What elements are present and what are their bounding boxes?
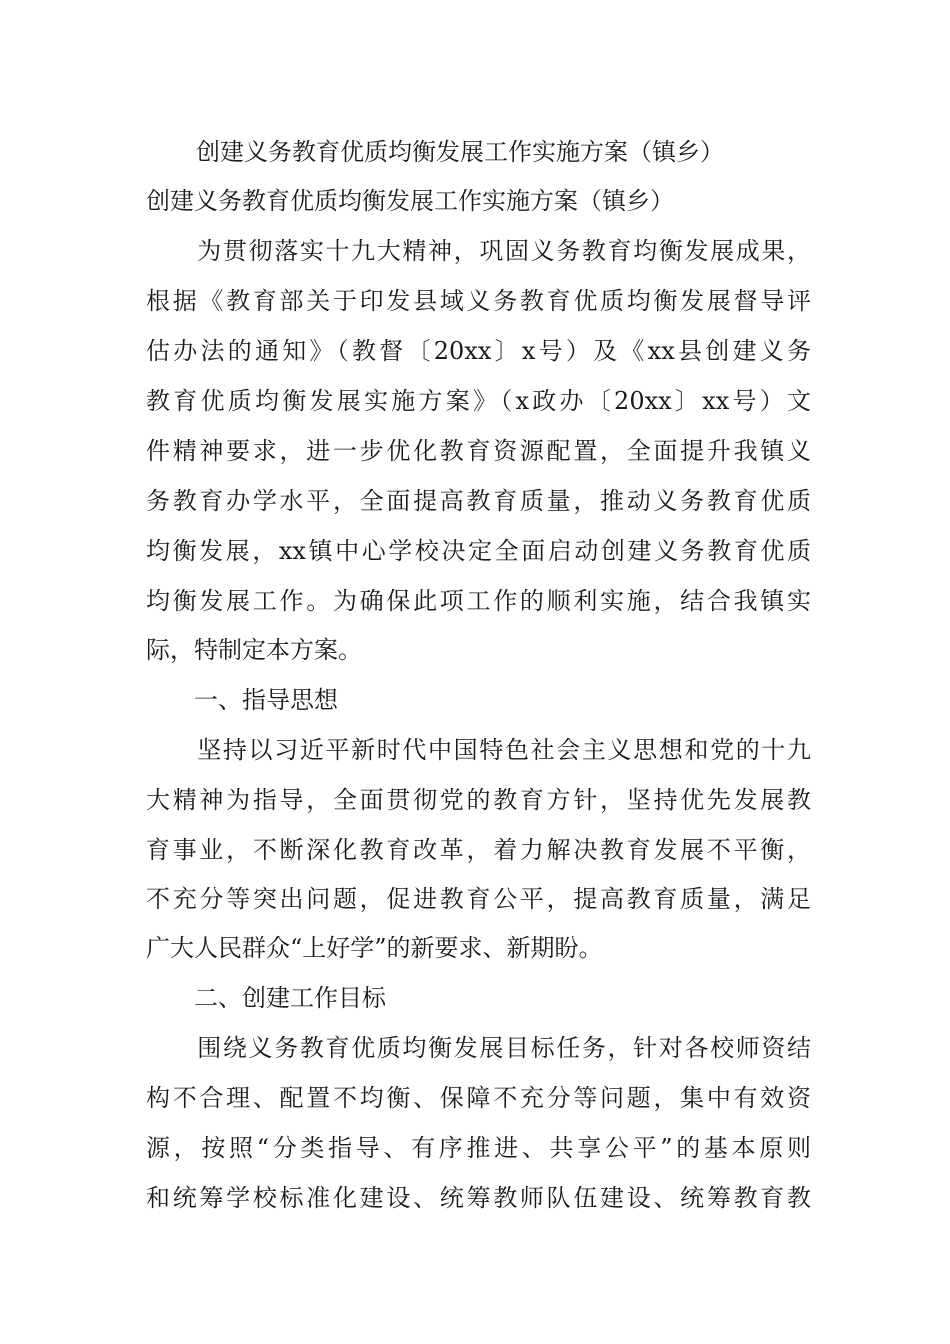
paragraph-line: 围绕义务教育优质均衡发展目标任务，针对各校师资结 bbox=[146, 1034, 811, 1062]
paragraph-line: 大精神为指导，全面贯彻党的教育方针，坚持优先发展教 bbox=[146, 786, 811, 814]
paragraph-line: 广大人民群众“上好学”的新要求、新期盼。 bbox=[146, 934, 603, 962]
paragraph-line: 坚持以习近平新时代中国特色社会主义思想和党的十九 bbox=[146, 736, 811, 764]
paragraph-line: 际，特制定本方案。 bbox=[146, 636, 362, 664]
section-heading: 一、指导思想 bbox=[146, 686, 338, 714]
paragraph-line: 和统筹学校标准化建设、统筹教师队伍建设、统筹教育教 bbox=[146, 1184, 811, 1212]
paragraph-line: 构不合理、配置不均衡、保障不充分等问题，集中有效资 bbox=[146, 1084, 811, 1112]
paragraph-line: 根据《教育部关于印发县域义务教育优质均衡发展督导评 bbox=[146, 287, 811, 315]
paragraph-line: 均衡发展，xx镇中心学校决定全面启动创建义务教育优质 bbox=[146, 537, 811, 565]
section-heading: 二、创建工作目标 bbox=[146, 984, 386, 1012]
paragraph-line: 件精神要求，进一步优化教育资源配置，全面提升我镇义 bbox=[146, 437, 811, 465]
paragraph-line: 估办法的通知》（教督〔20xx〕x号）及《xx县创建义务 bbox=[146, 337, 811, 365]
paragraph-line: 教育优质均衡发展实施方案》（x政办〔20xx〕xx号）文 bbox=[146, 387, 811, 415]
document-title: 创建义务教育优质均衡发展工作实施方案（镇乡） bbox=[196, 138, 724, 166]
paragraph-line: 为贯彻落实十九大精神，巩固义务教育均衡发展成果， bbox=[146, 237, 811, 265]
paragraph-line: 育事业，不断深化教育改革，着力解决教育发展不平衡， bbox=[146, 836, 811, 864]
paragraph-line: 源，按照“分类指导、有序推进、共享公平”的基本原则 bbox=[146, 1134, 811, 1162]
paragraph-line: 不充分等突出问题，促进教育公平，提高教育质量，满足 bbox=[146, 885, 811, 913]
paragraph-line: 均衡发展工作。为确保此项工作的顺利实施，结合我镇实 bbox=[146, 587, 811, 615]
document-subtitle: 创建义务教育优质均衡发展工作实施方案（镇乡） bbox=[146, 187, 674, 215]
paragraph-line: 务教育办学水平，全面提高教育质量，推动义务教育优质 bbox=[146, 487, 811, 515]
